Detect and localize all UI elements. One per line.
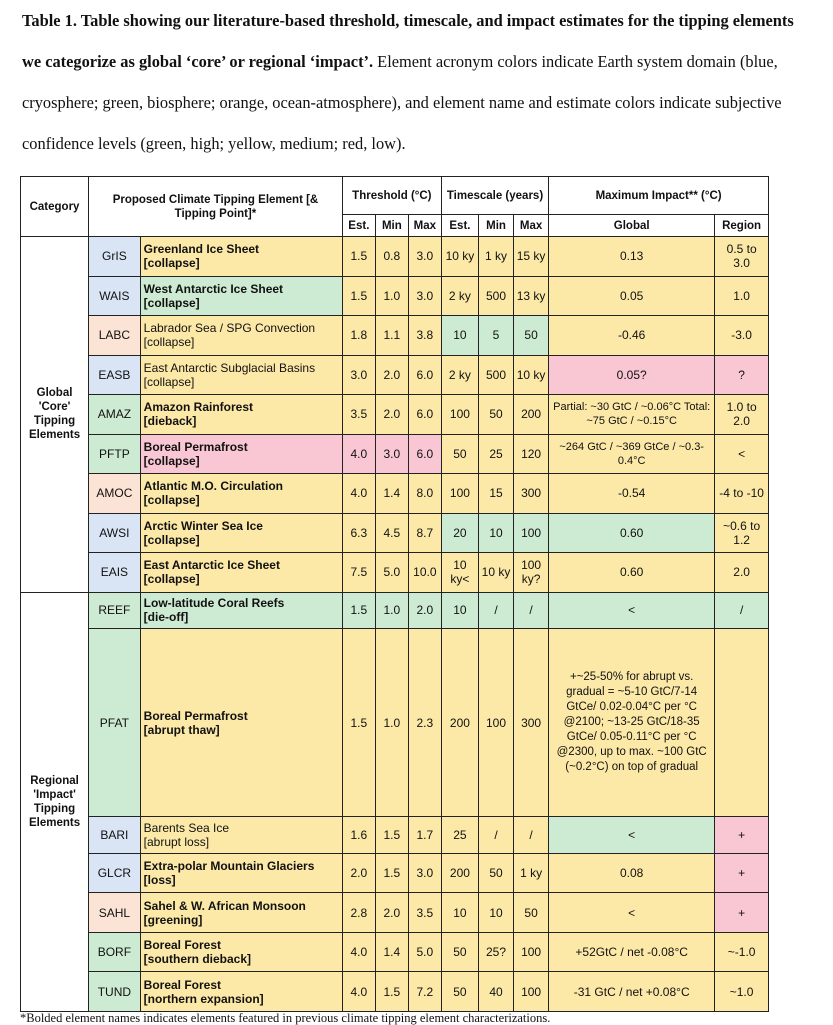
- thr-max: 3.0: [408, 853, 441, 893]
- tipping-point: [collapse]: [143, 256, 200, 271]
- tipping-point: [collapse]: [143, 493, 200, 508]
- impact-region: ~-1.0: [715, 932, 769, 972]
- element-title: Amazon Rainforest: [143, 400, 254, 415]
- thr-max: 3.8: [408, 316, 441, 356]
- element-title: Boreal Forest: [143, 977, 222, 992]
- impact-region: ?: [715, 355, 769, 395]
- table-row: [21, 553, 769, 593]
- table-row: [21, 893, 769, 933]
- element-title: West Antarctic Ice Sheet: [143, 281, 284, 296]
- thr-min: 3.0: [375, 434, 408, 474]
- element-title: Labrador Sea / SPG Convection: [143, 321, 316, 336]
- element-name: [140, 628, 342, 816]
- element-title: Boreal Forest: [143, 938, 222, 953]
- acronym: GrIS: [89, 237, 141, 277]
- acronym: GLCR: [89, 853, 141, 893]
- thr-est: 6.3: [342, 513, 375, 553]
- thr-min: 1.0: [375, 276, 408, 316]
- ts-est: 10: [441, 893, 478, 933]
- acronym: LABC: [89, 316, 141, 356]
- impact-global: +52GtC / net -0.08°C: [549, 932, 715, 972]
- element-title: East Antarctic Ice Sheet: [143, 558, 280, 573]
- table-row: [21, 434, 769, 474]
- element-name: [140, 434, 342, 474]
- acronym: WAIS: [89, 276, 141, 316]
- ts-est: 50: [441, 972, 478, 1012]
- ts-est: 2 ky: [441, 276, 478, 316]
- impact-global: 0.60: [549, 513, 715, 553]
- thr-max: 3.0: [408, 237, 441, 277]
- ts-max: 100: [514, 972, 549, 1012]
- ts-min: 10: [478, 513, 513, 553]
- ts-max: /: [514, 817, 549, 853]
- tipping-point: [abrupt loss]: [143, 835, 210, 850]
- thr-min: 1.1: [375, 316, 408, 356]
- thr-min: 1.5: [375, 817, 408, 853]
- thr-max: 5.0: [408, 932, 441, 972]
- ts-max: 50: [514, 893, 549, 933]
- thr-min: 5.0: [375, 553, 408, 593]
- ts-min: 50: [478, 853, 513, 893]
- category-regional: Regional 'Impact' Tipping Elements: [21, 592, 89, 1012]
- ts-max: 1 ky: [514, 853, 549, 893]
- impact-global: 0.05: [549, 276, 715, 316]
- thr-min: 2.0: [375, 395, 408, 435]
- table-row: [21, 932, 769, 972]
- table-row: [21, 853, 769, 893]
- impact-region: [715, 628, 769, 816]
- thr-est: 1.6: [342, 817, 375, 853]
- acronym: TUND: [89, 972, 141, 1012]
- acronym: AMOC: [89, 474, 141, 514]
- thr-max: 2.0: [408, 592, 441, 628]
- impact-global: ~264 GtC / ~369 GtCe / ~0.3-0.4°C: [549, 434, 715, 474]
- ts-est: 200: [441, 628, 478, 816]
- header-timescale: Timescale (years): [441, 177, 548, 215]
- thr-max: 8.7: [408, 513, 441, 553]
- thr-est: 7.5: [342, 553, 375, 593]
- ts-max: 50: [514, 316, 549, 356]
- tipping-point: [loss]: [143, 873, 176, 888]
- tipping-point: [collapse]: [143, 453, 200, 468]
- ts-min: 40: [478, 972, 513, 1012]
- acronym: PFAT: [89, 628, 141, 816]
- thr-min: 1.0: [375, 628, 408, 816]
- tipping-point: [collapse]: [143, 295, 200, 310]
- thr-min: 1.5: [375, 853, 408, 893]
- impact-global: 0.08: [549, 853, 715, 893]
- thr-min: 1.0: [375, 592, 408, 628]
- header-impact: Maximum Impact** (°C): [549, 177, 769, 215]
- impact-global: <: [549, 592, 715, 628]
- impact-global: <: [549, 817, 715, 853]
- element-name: [140, 893, 342, 933]
- thr-est: 2.0: [342, 853, 375, 893]
- ts-min: 500: [478, 276, 513, 316]
- element-title: Arctic Winter Sea Ice: [143, 518, 263, 533]
- thr-max: 3.5: [408, 893, 441, 933]
- header-ts-min: Min: [478, 215, 513, 237]
- ts-est: 20: [441, 513, 478, 553]
- header-global: Global: [549, 215, 715, 237]
- impact-region: -3.0: [715, 316, 769, 356]
- ts-max: 10 ky: [514, 355, 549, 395]
- thr-est: 4.0: [342, 474, 375, 514]
- impact-region: 0.5 to 3.0: [715, 237, 769, 277]
- ts-min: /: [478, 817, 513, 853]
- ts-max: 100 ky?: [514, 553, 549, 593]
- header-element: Proposed Climate Tipping Element [& Tipping Point]*: [89, 177, 343, 237]
- ts-max: 300: [514, 628, 549, 816]
- ts-min: 10 ky: [478, 553, 513, 593]
- element-name: [140, 972, 342, 1012]
- acronym: EASB: [89, 355, 141, 395]
- thr-max: 2.3: [408, 628, 441, 816]
- impact-region: +: [715, 893, 769, 933]
- ts-min: 15: [478, 474, 513, 514]
- ts-min: /: [478, 592, 513, 628]
- element-name: [140, 592, 342, 628]
- thr-max: 6.0: [408, 434, 441, 474]
- thr-est: 3.0: [342, 355, 375, 395]
- header-thr-est: Est.: [342, 215, 375, 237]
- ts-est: 2 ky: [441, 355, 478, 395]
- element-title: Boreal Permafrost: [143, 439, 248, 454]
- ts-est: 10: [441, 592, 478, 628]
- header-category: Category: [21, 177, 89, 237]
- impact-global: -0.46: [549, 316, 715, 356]
- thr-est: 4.0: [342, 972, 375, 1012]
- acronym: REEF: [89, 592, 141, 628]
- ts-min: 1 ky: [478, 237, 513, 277]
- tipping-point: [southern dieback]: [143, 952, 252, 967]
- ts-min: 25?: [478, 932, 513, 972]
- ts-max: 120: [514, 434, 549, 474]
- tipping-point: [collapse]: [143, 335, 195, 350]
- thr-est: 4.0: [342, 932, 375, 972]
- element-title: Extra-polar Mountain Glaciers: [143, 859, 315, 874]
- impact-region: ~0.6 to 1.2: [715, 513, 769, 553]
- header-thr-max: Max: [408, 215, 441, 237]
- element-title: Atlantic M.O. Circulation: [143, 479, 283, 494]
- thr-est: 1.5: [342, 592, 375, 628]
- acronym: AMAZ: [89, 395, 141, 435]
- impact-region: +: [715, 817, 769, 853]
- acronym: AWSI: [89, 513, 141, 553]
- table-row: [21, 395, 769, 435]
- thr-min: 1.5: [375, 972, 408, 1012]
- acronym: SAHL: [89, 893, 141, 933]
- ts-est: 10: [441, 316, 478, 356]
- ts-est: 10 ky<: [441, 553, 478, 593]
- footnote: *Bolded element names indicates elements featured in previous climate tipping element characterizations.: [20, 1011, 551, 1025]
- element-name: [140, 513, 342, 553]
- thr-est: 1.8: [342, 316, 375, 356]
- ts-max: 100: [514, 513, 549, 553]
- ts-est: 50: [441, 932, 478, 972]
- impact-global: 0.05?: [549, 355, 715, 395]
- element-name: [140, 237, 342, 277]
- thr-max: 6.0: [408, 355, 441, 395]
- element-name: [140, 276, 342, 316]
- tipping-point: [abrupt thaw]: [143, 722, 220, 737]
- ts-est: 10 ky: [441, 237, 478, 277]
- table-row: [21, 628, 769, 816]
- table-row: [21, 237, 769, 277]
- ts-max: 100: [514, 932, 549, 972]
- tipping-point: [northern expansion]: [143, 991, 264, 1006]
- ts-max: 200: [514, 395, 549, 435]
- tipping-point: [collapse]: [143, 572, 200, 587]
- ts-est: 100: [441, 395, 478, 435]
- element-title: East Antarctic Subglacial Basins: [143, 360, 316, 375]
- thr-max: 6.0: [408, 395, 441, 435]
- element-name: [140, 395, 342, 435]
- ts-min: 50: [478, 395, 513, 435]
- thr-min: 2.0: [375, 893, 408, 933]
- thr-max: 1.7: [408, 817, 441, 853]
- element-title: Sahel & W. African Monsoon: [143, 898, 306, 913]
- thr-est: 4.0: [342, 434, 375, 474]
- impact-region: 2.0: [715, 553, 769, 593]
- thr-est: 1.5: [342, 628, 375, 816]
- acronym: BORF: [89, 932, 141, 972]
- ts-max: 15 ky: [514, 237, 549, 277]
- element-title: Low-latitude Coral Reefs: [143, 596, 285, 611]
- element-title: Greenland Ice Sheet: [143, 242, 260, 257]
- impact-global: 0.60: [549, 553, 715, 593]
- table-row: [21, 972, 769, 1012]
- thr-est: 1.5: [342, 276, 375, 316]
- tipping-point: [greening]: [143, 912, 203, 927]
- impact-region: ~1.0: [715, 972, 769, 1012]
- thr-min: 2.0: [375, 355, 408, 395]
- element-title: Boreal Permafrost: [143, 708, 248, 723]
- header-ts-max: Max: [514, 215, 549, 237]
- impact-region: <: [715, 434, 769, 474]
- impact-region: 1.0: [715, 276, 769, 316]
- ts-est: 50: [441, 434, 478, 474]
- table-row: [21, 316, 769, 356]
- tipping-point: [collapse]: [143, 374, 195, 389]
- table-row: [21, 355, 769, 395]
- ts-max: 300: [514, 474, 549, 514]
- ts-min: 5: [478, 316, 513, 356]
- element-name: [140, 474, 342, 514]
- ts-min: 25: [478, 434, 513, 474]
- acronym: BARI: [89, 817, 141, 853]
- thr-est: 2.8: [342, 893, 375, 933]
- ts-min: 10: [478, 893, 513, 933]
- element-name: [140, 817, 342, 853]
- ts-min: 500: [478, 355, 513, 395]
- table-caption: [22, 0, 812, 164]
- impact-region: -4 to -10: [715, 474, 769, 514]
- impact-global: 0.13: [549, 237, 715, 277]
- impact-global: +~25-50% for abrupt vs. gradual = ~5-10 GtC/7-14 GtCe/ 0.02-0.04°C per °C @2100; ~13-25 GtC/18-35 GtCe/ 0.05-0.11°C per °C @2300, up to max. ~100 GtC (~0.2°C) on top of gradual: [549, 628, 715, 816]
- impact-global: <: [549, 893, 715, 933]
- element-name: [140, 853, 342, 893]
- ts-max: /: [514, 592, 549, 628]
- thr-max: 8.0: [408, 474, 441, 514]
- table-row: [21, 817, 769, 853]
- tipping-point: [collapse]: [143, 532, 200, 547]
- caption-title: Table 1. Table showing our literature-based threshold, timescale, and impact estimates for the tipping elements we categorize as global ‘core’ or regional ‘impact’.: [22, 11, 794, 71]
- element-name: [140, 316, 342, 356]
- acronym: EAIS: [89, 553, 141, 593]
- element-name: [140, 355, 342, 395]
- tipping-point: [die-off]: [143, 610, 189, 625]
- header-ts-est: Est.: [441, 215, 478, 237]
- header-threshold: Threshold (°C): [342, 177, 441, 215]
- table-row: [21, 592, 769, 628]
- impact-region: 1.0 to 2.0: [715, 395, 769, 435]
- category-global: Global 'Core' Tipping Elements: [21, 237, 89, 593]
- acronym: PFTP: [89, 434, 141, 474]
- element-name: [140, 553, 342, 593]
- impact-region: /: [715, 592, 769, 628]
- impact-global: Partial: ~30 GtC / ~0.06°C Total: ~75 GtC / ~0.15°C: [549, 395, 715, 435]
- ts-est: 100: [441, 474, 478, 514]
- thr-min: 4.5: [375, 513, 408, 553]
- thr-min: 1.4: [375, 932, 408, 972]
- thr-min: 0.8: [375, 237, 408, 277]
- impact-region: +: [715, 853, 769, 893]
- thr-max: 10.0: [408, 553, 441, 593]
- thr-min: 1.4: [375, 474, 408, 514]
- ts-max: 13 ky: [514, 276, 549, 316]
- header-thr-min: Min: [375, 215, 408, 237]
- ts-est: 200: [441, 853, 478, 893]
- tipping-elements-table: [20, 176, 769, 1012]
- thr-est: 1.5: [342, 237, 375, 277]
- thr-max: 3.0: [408, 276, 441, 316]
- ts-min: 100: [478, 628, 513, 816]
- impact-global: -31 GtC / net +0.08°C: [549, 972, 715, 1012]
- ts-est: 25: [441, 817, 478, 853]
- table-row: [21, 474, 769, 514]
- table-row: [21, 276, 769, 316]
- tipping-point: [dieback]: [143, 414, 197, 429]
- table-row: [21, 513, 769, 553]
- caption-text: Element acronym colors indicate Earth system domain (blue, cryosphere; green, biosphere; orange, ocean-atmosphere), and element name and estimate colors indicate subjective confidence levels (green, high; yellow, medium; red, low).: [22, 52, 782, 153]
- header-region: Region: [715, 215, 769, 237]
- thr-max: 7.2: [408, 972, 441, 1012]
- thr-est: 3.5: [342, 395, 375, 435]
- element-title: Barents Sea Ice: [143, 821, 230, 836]
- element-name: [140, 932, 342, 972]
- impact-global: -0.54: [549, 474, 715, 514]
